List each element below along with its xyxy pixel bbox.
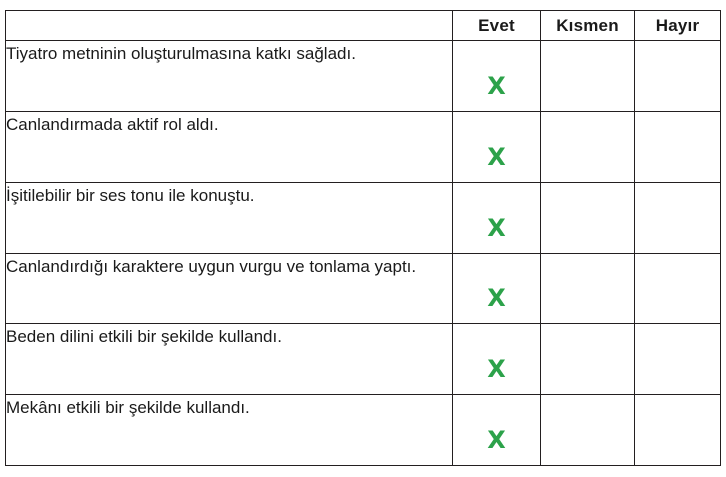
header-kismen: Kısmen: [541, 11, 635, 41]
check-x-mark: X: [487, 72, 506, 100]
header-hayir: Hayır: [635, 11, 721, 41]
kismen-cell: [541, 112, 635, 183]
hayir-cell: [635, 112, 721, 183]
table-row: [6, 395, 721, 466]
check-x-mark: X: [487, 143, 506, 171]
hayir-cell: [635, 183, 721, 254]
evaluation-table: [5, 10, 721, 466]
table-row: [6, 41, 721, 112]
evet-cell: [453, 254, 541, 324]
criterion-cell: Tiyatro metninin oluşturulmasına katkı sağladı.: [6, 41, 453, 112]
hayir-cell: [635, 254, 721, 324]
evet-cell: [453, 183, 541, 254]
kismen-cell: [541, 41, 635, 112]
header-evet: Evet: [453, 11, 541, 41]
header-row: [6, 11, 721, 41]
criterion-cell: Mekânı etkili bir şekilde kullandı.: [6, 395, 453, 466]
table-row: [6, 324, 721, 395]
evet-cell: [453, 324, 541, 395]
header-criterion-empty: [6, 11, 453, 41]
evet-cell: [453, 395, 541, 466]
kismen-cell: [541, 324, 635, 395]
criterion-cell: İşitilebilir bir ses tonu ile konuştu.: [6, 183, 453, 254]
kismen-cell: [541, 183, 635, 254]
kismen-cell: [541, 254, 635, 324]
table-row: [6, 254, 721, 324]
criterion-cell: Beden dilini etkili bir şekilde kullandı.: [6, 324, 453, 395]
kismen-cell: [541, 395, 635, 466]
check-x-mark: X: [487, 284, 506, 312]
evet-cell: [453, 41, 541, 112]
criterion-cell: Canlandırdığı karaktere uygun vurgu ve tonlama yaptı.: [6, 254, 453, 324]
check-x-mark: X: [487, 426, 506, 454]
hayir-cell: [635, 324, 721, 395]
check-x-mark: X: [487, 355, 506, 383]
criterion-cell: Canlandırmada aktif rol aldı.: [6, 112, 453, 183]
check-x-mark: X: [487, 214, 506, 242]
evet-cell: [453, 112, 541, 183]
table-row: [6, 112, 721, 183]
hayir-cell: [635, 41, 721, 112]
hayir-cell: [635, 395, 721, 466]
table-row: [6, 183, 721, 254]
